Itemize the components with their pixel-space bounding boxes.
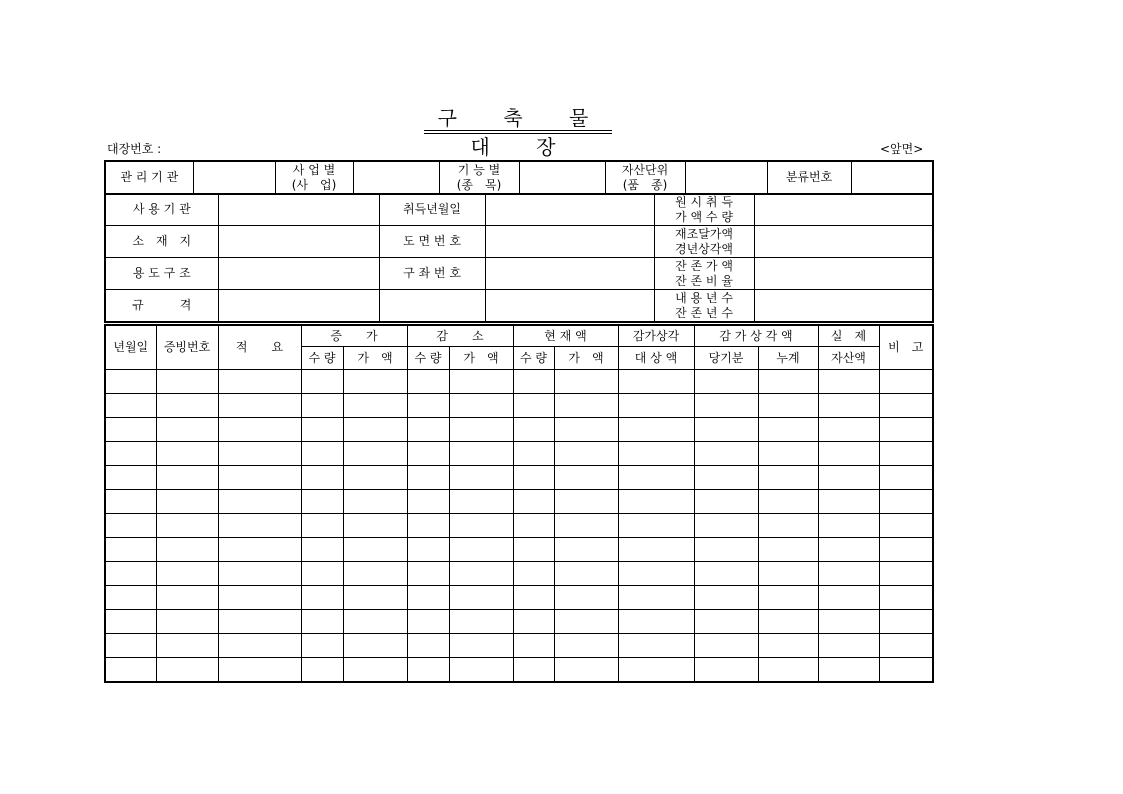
ledger-cell[interactable] [879,538,933,562]
ledger-cell[interactable] [618,634,694,658]
info-field[interactable] [754,258,933,290]
col-amt: 가 액 [554,347,618,370]
ledger-cell[interactable] [449,658,513,683]
ledger-cell[interactable] [758,370,818,394]
ledger-cell[interactable] [818,610,879,634]
ledger-cell[interactable] [694,586,758,610]
ledger-cell[interactable] [618,538,694,562]
col-qty: 수 량 [513,347,554,370]
ledger-row [105,538,933,562]
ledger-cell[interactable] [554,370,618,394]
info-field[interactable] [485,258,654,290]
ledger-cell[interactable] [554,658,618,683]
ledger-cell[interactable] [105,394,156,418]
ledger-table [104,324,934,683]
ledger-cell[interactable] [218,394,301,418]
ledger-cell[interactable] [218,586,301,610]
ledger-cell[interactable] [879,442,933,466]
ledger-row [105,490,933,514]
ledger-cell[interactable] [156,538,218,562]
ledger-cell[interactable] [301,394,343,418]
ledger-cell[interactable] [554,586,618,610]
ledger-cell[interactable] [879,394,933,418]
ledger-cell[interactable] [218,442,301,466]
ledger-cell[interactable] [105,610,156,634]
ledger-body [105,370,933,683]
ledger-cell[interactable] [618,514,694,538]
ledger-cell[interactable] [301,466,343,490]
ledger-cell[interactable] [513,442,554,466]
col-period: 당기분 [694,347,758,370]
ledger-cell[interactable] [407,394,449,418]
ledger-row [105,394,933,418]
ledger-cell[interactable] [758,634,818,658]
header-table [104,160,934,195]
col-dep-target-2: 대 상 액 [618,347,694,370]
info-label: 재조달가액 경년상각액 [654,226,754,258]
func-field[interactable] [519,161,605,194]
ledger-cell[interactable] [156,394,218,418]
ledger-cell[interactable] [301,538,343,562]
ledger-cell[interactable] [407,610,449,634]
ledger-cell[interactable] [758,418,818,442]
ledger-cell[interactable] [879,490,933,514]
ledger-cell[interactable] [301,418,343,442]
ledger-cell[interactable] [218,634,301,658]
ledger-cell[interactable] [758,562,818,586]
ledger-cell[interactable] [301,634,343,658]
ledger-cell[interactable] [618,658,694,683]
info-label [379,290,485,323]
ledger-cell[interactable] [156,658,218,683]
ledger-cell[interactable] [618,394,694,418]
ledger-cell[interactable] [156,490,218,514]
ledger-cell[interactable] [343,442,407,466]
ledger-cell[interactable] [105,538,156,562]
ledger-cell[interactable] [618,610,694,634]
col-date: 년월일 [105,325,156,370]
title-underline [424,130,612,131]
ledger-cell[interactable] [879,370,933,394]
ledger-cell[interactable] [343,370,407,394]
ledger-cell[interactable] [758,538,818,562]
ledger-cell[interactable] [407,658,449,683]
ledger-cell[interactable] [513,514,554,538]
ledger-cell[interactable] [694,634,758,658]
ledger-cell[interactable] [879,466,933,490]
ledger-cell[interactable] [554,634,618,658]
page-title: 구 축 물 대 장 [437,106,609,159]
ledger-cell[interactable] [105,490,156,514]
ledger-cell[interactable] [818,634,879,658]
ledger-cell[interactable] [449,466,513,490]
ledger-cell[interactable] [218,370,301,394]
ledger-cell[interactable] [105,370,156,394]
ledger-cell[interactable] [343,634,407,658]
ledger-cell[interactable] [218,562,301,586]
ledger-cell[interactable] [218,418,301,442]
ledger-cell[interactable] [343,658,407,683]
info-field[interactable] [754,194,933,226]
ledger-row [105,658,933,683]
ledger-cell[interactable] [343,490,407,514]
ledger-cell[interactable] [513,562,554,586]
ledger-cell[interactable] [513,370,554,394]
ledger-cell[interactable] [513,610,554,634]
ledger-cell[interactable] [105,418,156,442]
ledger-cell[interactable] [449,586,513,610]
ledger-cell[interactable] [105,658,156,683]
ledger-cell[interactable] [407,466,449,490]
biz-field[interactable] [353,161,439,194]
ledger-cell[interactable] [449,634,513,658]
ledger-cell[interactable] [156,562,218,586]
ledger-cell[interactable] [218,490,301,514]
ledger-cell[interactable] [554,514,618,538]
col-increase: 증 가 [301,325,407,347]
ledger-cell[interactable] [407,490,449,514]
ledger-cell[interactable] [694,490,758,514]
ledger-row [105,586,933,610]
col-amt: 가 액 [449,347,513,370]
ledger-cell[interactable] [618,466,694,490]
ledger-cell[interactable] [343,394,407,418]
ledger-cell[interactable] [156,370,218,394]
ledger-cell[interactable] [694,466,758,490]
biz-label: 사 업 별 (사 업) [275,161,353,194]
ledger-cell[interactable] [758,610,818,634]
ledger-cell[interactable] [618,586,694,610]
info-label: 용 도 구 조 [105,258,218,290]
col-qty: 수 량 [407,347,449,370]
info-label: 원 시 취 득 가 액 수 량 [654,194,754,226]
ledger-cell[interactable] [694,442,758,466]
ledger-cell[interactable] [513,658,554,683]
ledger-cell[interactable] [879,634,933,658]
ledger-cell[interactable] [554,466,618,490]
ledger-cell[interactable] [513,418,554,442]
ledger-cell[interactable] [343,562,407,586]
ledger-cell[interactable] [879,514,933,538]
ledger-cell[interactable] [449,442,513,466]
ledger-cell[interactable] [343,610,407,634]
ledger-cell[interactable] [618,490,694,514]
ledger-cell[interactable] [407,538,449,562]
unit-label: 자산단위 (품 종) [605,161,685,194]
ledger-cell[interactable] [554,394,618,418]
ledger-row [105,610,933,634]
ledger-cell[interactable] [301,490,343,514]
ledger-cell[interactable] [554,562,618,586]
ledger-cell[interactable] [818,658,879,683]
ledger-cell[interactable] [156,610,218,634]
info-field[interactable] [754,290,933,323]
ledger-cell[interactable] [343,466,407,490]
ledger-cell[interactable] [818,562,879,586]
ledger-row [105,466,933,490]
ledger-cell[interactable] [818,466,879,490]
ledger-cell[interactable] [758,490,818,514]
ledger-cell[interactable] [513,394,554,418]
col-amt: 가 액 [343,347,407,370]
ledger-cell[interactable] [879,610,933,634]
info-label: 소 재 지 [105,226,218,258]
ledger-cell[interactable] [554,418,618,442]
ledger-cell[interactable] [449,610,513,634]
ledger-cell[interactable] [407,370,449,394]
ledger-cell[interactable] [758,514,818,538]
col-remarks: 비 고 [879,325,933,370]
ledger-number-label: 대장번호 : [107,142,162,156]
ledger-cell[interactable] [694,562,758,586]
ledger-cell[interactable] [218,658,301,683]
ledger-cell[interactable] [156,418,218,442]
info-field[interactable] [218,290,379,323]
ledger-cell[interactable] [513,538,554,562]
ledger-cell[interactable] [343,514,407,538]
ledger-cell[interactable] [513,490,554,514]
info-table [104,193,934,323]
ledger-cell[interactable] [694,418,758,442]
ledger-cell[interactable] [105,634,156,658]
ledger-cell[interactable] [218,538,301,562]
ledger-cell[interactable] [554,490,618,514]
info-field[interactable] [485,226,654,258]
ledger-cell[interactable] [818,514,879,538]
ledger-cell[interactable] [301,562,343,586]
ledger-cell[interactable] [694,514,758,538]
info-label: 규 격 [105,290,218,323]
ledger-cell[interactable] [301,514,343,538]
ledger-cell[interactable] [156,466,218,490]
ledger-row [105,418,933,442]
ledger-cell[interactable] [343,586,407,610]
ledger-cell[interactable] [879,562,933,586]
class-label: 분류번호 [767,161,851,194]
ledger-cell[interactable] [301,370,343,394]
col-cumulative: 누계 [758,347,818,370]
info-label: 도 면 번 호 [379,226,485,258]
ledger-cell[interactable] [879,418,933,442]
info-field[interactable] [218,226,379,258]
info-label: 구 좌 번 호 [379,258,485,290]
ledger-cell[interactable] [818,394,879,418]
ledger-cell[interactable] [694,370,758,394]
ledger-cell[interactable] [407,586,449,610]
col-current: 현 재 액 [513,325,618,347]
unit-field[interactable] [685,161,767,194]
ledger-cell[interactable] [105,442,156,466]
ledger-cell[interactable] [449,562,513,586]
ledger-cell[interactable] [105,562,156,586]
ledger-cell[interactable] [554,538,618,562]
front-side-label: <앞면> [880,142,924,156]
info-field[interactable] [218,194,379,226]
ledger-cell[interactable] [449,538,513,562]
ledger-cell[interactable] [618,562,694,586]
ledger-cell[interactable] [618,370,694,394]
ledger-cell[interactable] [818,370,879,394]
info-label: 사 용 기 관 [105,194,218,226]
ledger-cell[interactable] [758,394,818,418]
ledger-cell[interactable] [879,658,933,683]
ledger-cell[interactable] [694,394,758,418]
ledger-cell[interactable] [513,586,554,610]
col-dep-amount: 감 가 상 각 액 [694,325,818,347]
ledger-cell[interactable] [554,610,618,634]
ledger-cell[interactable] [218,610,301,634]
title-underline-2 [424,133,612,134]
org-label: 관 리 기 관 [105,161,193,194]
ledger-cell[interactable] [758,658,818,683]
ledger-row [105,442,933,466]
ledger-cell[interactable] [694,610,758,634]
col-summary: 적 요 [218,325,301,370]
info-field[interactable] [218,258,379,290]
ledger-cell[interactable] [694,658,758,683]
ledger-cell[interactable] [513,466,554,490]
ledger-cell[interactable] [407,514,449,538]
ledger-cell[interactable] [449,490,513,514]
ledger-cell[interactable] [218,514,301,538]
ledger-cell[interactable] [758,466,818,490]
ledger-cell[interactable] [105,466,156,490]
org-field[interactable] [193,161,275,194]
info-label: 잔 존 가 액 잔 존 비 율 [654,258,754,290]
class-field[interactable] [851,161,933,194]
ledger-cell[interactable] [301,586,343,610]
info-field[interactable] [754,226,933,258]
ledger-row [105,514,933,538]
ledger-cell[interactable] [449,370,513,394]
col-actual-2: 자산액 [818,347,879,370]
ledger-cell[interactable] [407,418,449,442]
ledger-cell[interactable] [301,610,343,634]
info-field[interactable] [485,194,654,226]
ledger-cell[interactable] [554,442,618,466]
ledger-cell[interactable] [758,586,818,610]
info-label: 취득년월일 [379,194,485,226]
ledger-row [105,634,933,658]
ledger-cell[interactable] [694,538,758,562]
ledger-cell[interactable] [343,538,407,562]
ledger-cell[interactable] [301,442,343,466]
col-dep-target: 감가상각 [618,325,694,347]
ledger-cell[interactable] [156,586,218,610]
col-decrease: 감 소 [407,325,513,347]
ledger-row [105,562,933,586]
ledger-cell[interactable] [218,466,301,490]
ledger-cell[interactable] [156,442,218,466]
ledger-cell[interactable] [818,418,879,442]
ledger-cell[interactable] [818,442,879,466]
col-actual: 실 제 [818,325,879,347]
ledger-cell[interactable] [156,514,218,538]
ledger-cell[interactable] [105,514,156,538]
func-label: 기 능 별 (종 목) [439,161,519,194]
ledger-cell[interactable] [449,394,513,418]
ledger-cell[interactable] [407,442,449,466]
ledger-cell[interactable] [301,658,343,683]
ledger-row [105,370,933,394]
info-field[interactable] [485,290,654,323]
ledger-cell[interactable] [156,634,218,658]
ledger-cell[interactable] [758,442,818,466]
ledger-cell[interactable] [818,586,879,610]
ledger-cell[interactable] [407,562,449,586]
ledger-cell[interactable] [105,586,156,610]
ledger-cell[interactable] [879,586,933,610]
col-voucher: 증빙번호 [156,325,218,370]
info-label: 내 용 년 수 잔 존 년 수 [654,290,754,323]
ledger-cell[interactable] [818,490,879,514]
ledger-cell[interactable] [449,514,513,538]
ledger-cell[interactable] [818,538,879,562]
ledger-cell[interactable] [343,418,407,442]
ledger-cell[interactable] [618,442,694,466]
ledger-cell[interactable] [407,634,449,658]
ledger-cell[interactable] [618,418,694,442]
col-qty: 수 량 [301,347,343,370]
ledger-cell[interactable] [513,634,554,658]
ledger-cell[interactable] [449,418,513,442]
